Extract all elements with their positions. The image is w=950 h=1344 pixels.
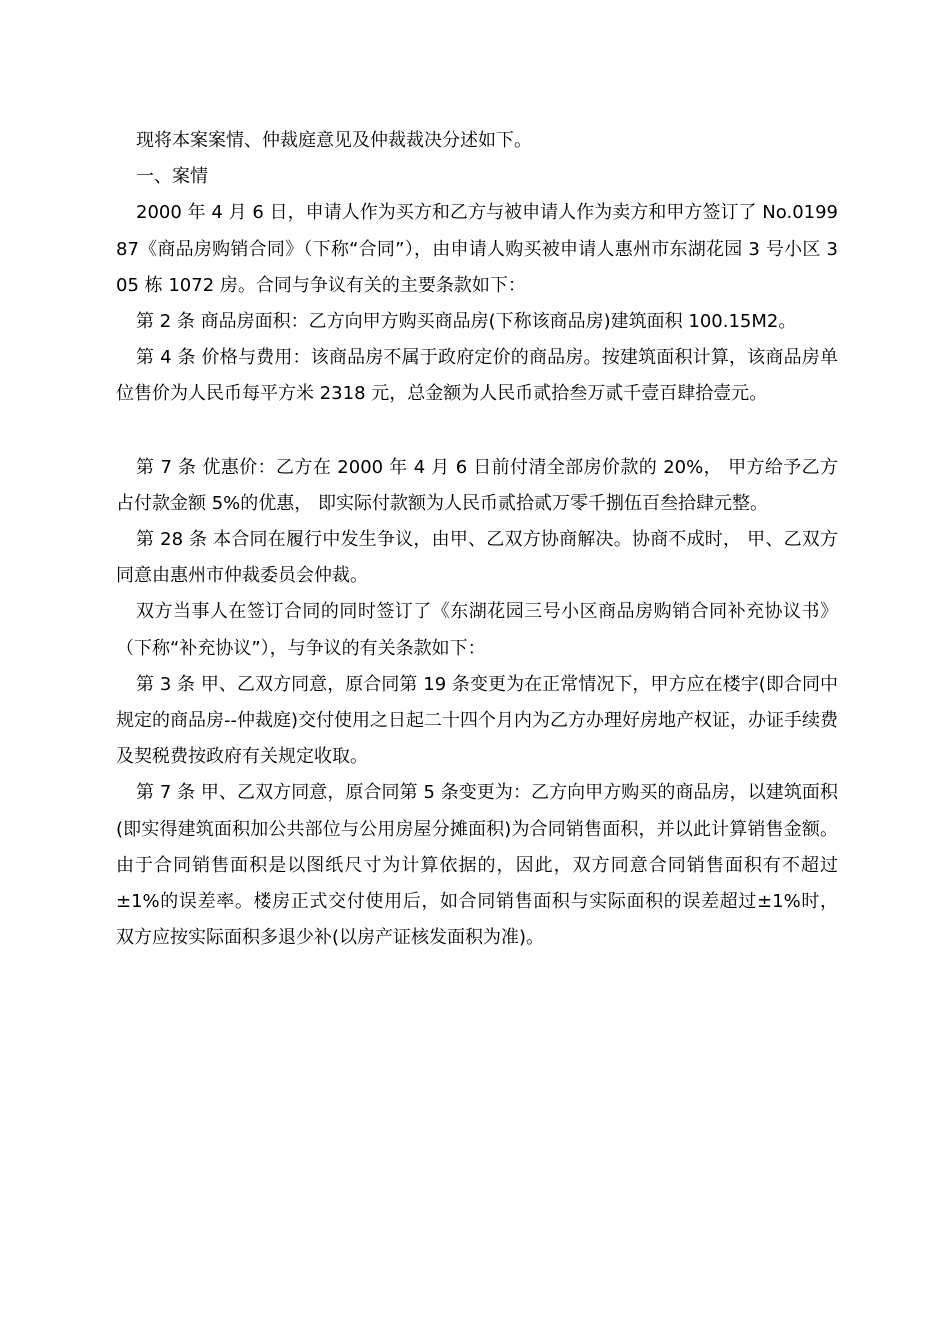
clause-4-paragraph: 第 4 条 价格与费用：该商品房不属于政府定价的商品房。按建筑面积计算，该商品房单位售价为人民币每平方米 2318 元，总金额为人民币贰拾叁万贰千壹百肆拾壹元。 — [116, 347, 838, 405]
supplement-clause-3-paragraph: 第 3 条 甲、乙双方同意，原合同第 19 条变更为在正常情况下，甲方应在楼宇(即合同中规定的商品房--仲裁庭)交付使用之日起二十四个月内为乙方办理好房地产权证，办证手续费及契税费按政府有关规定收取。 — [116, 673, 839, 768]
paragraph-gap — [116, 413, 838, 450]
intro-paragraph: 现将本案案情、仲裁庭意见及仲裁裁决分述如下。 — [136, 130, 532, 151]
supplement-clause-7-paragraph: 第 7 条 甲、乙双方同意，原合同第 5 条变更为：乙方向甲方购买的商品房，以建筑面积(即实得建筑面积加公共部位与公用房屋分摊面积)为合同销售面积，并以此计算销售金额。由于合同销售面积是以图纸尺寸为计算依据的，因此，双方同意合同销售面积有不超过±1%的误差率。楼房正式交付使用后，如合同销售面积与实际面积的误差超过±1%时， 双方应按实际面积多退少补(以房产证核发面积为准)。 — [116, 782, 838, 949]
clause-28-paragraph: 第 28 条 本合同在履行中发生争议，由甲、乙双方协商解决。协商不成时， 甲、乙双方同意由惠州市仲裁委员会仲裁。 — [116, 529, 838, 587]
case-paragraph: 2000 年 4 月 6 日，申请人作为买方和乙方与被申请人作为卖方和甲方签订了 No.019987《商品房购销合同》（下称“合同”），由申请人购买被申请人惠州市东湖花园 3 号小区 305 栋 1072 房。合同与争议有关的主要条款如下： — [116, 202, 838, 296]
clause-7-paragraph: 第 7 条 优惠价：乙方在 2000 年 4 月 6 日前付清全部房价款的 20%， 甲方给予乙方占付款金额 5%的优惠， 即实际付款额为人民币贰拾贰万零千捌伍百叁拾肆元整。 — [116, 456, 838, 514]
document-body — [116, 123, 838, 956]
clause-2-paragraph: 第 2 条 商品房面积：乙方向甲方购买商品房(下称该商品房)建筑面积 100.15M2。 — [136, 311, 797, 333]
supplement-intro-paragraph: 双方当事人在签订合同的同时签订了《东湖花园三号小区商品房购销合同补充协议书》（下称“补充协议”），与争议的有关条款如下： — [116, 601, 838, 659]
section-heading-case: 一、案情 — [136, 166, 208, 188]
